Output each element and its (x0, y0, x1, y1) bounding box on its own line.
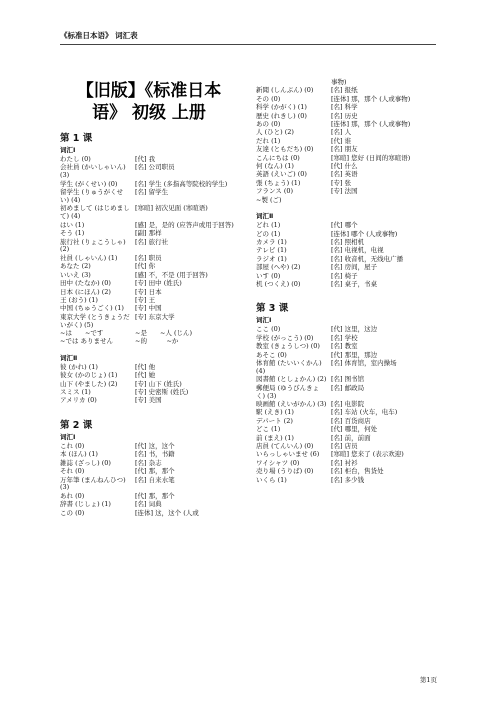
vocab-meaning: [名] 教室 (331, 342, 358, 351)
vocab-word: 英語 (えいご) (0) (256, 170, 307, 179)
vocab-word: ~製 (ご) (256, 195, 282, 204)
vocab-meaning: [专] 中国 (135, 304, 162, 313)
left-column (60, 79, 238, 518)
vocab-word: 旅行社 (りょこうしゃ) (2) (60, 237, 126, 254)
vocab-entry (60, 477, 238, 493)
vocab-word: 歴史 (れきし) (0) (256, 111, 307, 120)
vocab-meaning: [专] 张 (331, 178, 352, 187)
vocab-word: いらっしゃいませ (6) (256, 450, 320, 459)
book-title: 【旧版】《标准日本语》 初级 上册 (76, 81, 222, 123)
vocab-meaning: [代] 那，那个 (135, 467, 175, 476)
vocab-word: いくら (1) (256, 475, 287, 484)
vocab-meaning: [名] 图书馆 (331, 375, 365, 384)
vocab-meaning: [连体] 哪个 (人或事物) (331, 229, 398, 238)
vocab-word: ~では ありません (60, 337, 114, 346)
vocab-meaning: 事物) (331, 78, 347, 86)
vocab-word: 社員 (しゃいん) (1) (60, 253, 118, 262)
vocab-word: 学校 (がっこう) (0) (256, 333, 314, 342)
vocab-meaning: [寒暄] 您来了 (表示欢迎) (331, 450, 404, 459)
vocab-entry (256, 426, 434, 434)
vocab-word: 彼女 (かのじょ) (1) (60, 371, 118, 380)
vocab-meaning: [名] 留学生 (135, 188, 169, 197)
vocab-entry (256, 188, 434, 196)
vocab-entry (256, 385, 434, 401)
vocab-meaning: [名] 科学 (331, 103, 358, 112)
vocab-entry (256, 360, 434, 376)
vocab-entry (60, 501, 238, 509)
vocab-word: 人 (ひと) (2) (256, 128, 294, 137)
vocab-meaning: [名] 人 (331, 128, 352, 137)
vocab-word: 新聞 (しんぶん) (0) (256, 86, 314, 95)
vocab-word: 学生 (がくせい) (0) (60, 179, 118, 188)
vocab-entry (60, 468, 238, 476)
vocab-entry (256, 468, 434, 476)
vocab-meaning: [名] 报纸 (331, 86, 358, 95)
vocab-meaning: [感] 不，不是 (用于回答) (135, 270, 208, 279)
vocab-word: 雑誌 (ざっし) (0) (60, 458, 111, 467)
vocab-entry (60, 205, 238, 221)
vocab-word: 図書館 (としょかん) (2) (256, 375, 327, 384)
vocab-word: あの (0) (256, 120, 281, 129)
vocab-meaning: [名] 照相机 (331, 237, 365, 246)
vocab-meaning: [名] 书，书籍 (135, 450, 175, 459)
vocab-meaning: [名] 收音机，无线电广播 (331, 254, 404, 263)
spacer (60, 406, 238, 420)
vocab-meaning: [连体] 那，那个 (人或事物) (331, 94, 411, 103)
vocab-group-label: 词汇Ⅰ (60, 146, 76, 154)
vocab-meaning: [代] 那，那个 (135, 491, 175, 500)
vocab-meaning: [代] 这，这个 (135, 441, 175, 450)
vocab-word: 映画館 (えいがかん) (3) (256, 400, 327, 408)
vocab-entry (256, 197, 434, 205)
vocab-entry (256, 146, 434, 154)
vocab-meaning: [名] 自来水笔 (135, 475, 175, 484)
vocab-meaning: [专] 王 (135, 295, 156, 304)
vocab-word: 駅 (えき) (1) (256, 408, 294, 417)
vocab-word: その (0) (256, 94, 281, 103)
vocab-meaning: ~是 ~人 (じん) (135, 329, 193, 338)
vocab-word: わたし (0) (60, 155, 91, 163)
vocab-meaning: [名] 桌子，书桌 (331, 279, 378, 288)
vocab-meaning: [名] 椅子 (331, 271, 358, 280)
vocab-meaning: [名] 职员 (135, 253, 162, 262)
vocab-entry (256, 222, 434, 230)
vocab-word: 本 (ほん) (1) (60, 450, 98, 459)
vocab-meaning: [名] 学校 (331, 333, 358, 342)
vocab-word: 留学生 (りゅうがくせい) (4) (60, 188, 124, 205)
vocab-meaning: [代] 那里，那边 (331, 350, 378, 359)
vocab-meaning: [寒暄] 您好 (日间的寒暄语) (331, 153, 411, 162)
vocab-meaning: [寒暄] 初次见面 (寒暄语) (135, 204, 208, 213)
vocab-meaning: [专] 法国 (331, 187, 358, 196)
vocab-entry (256, 281, 434, 289)
spacer (256, 289, 434, 303)
vocab-word: ワイシャツ (0) (256, 458, 300, 467)
vocab-meaning: [专] 山下 (姓氏) (135, 379, 182, 388)
vocab-word: こんにちは (0) (256, 153, 300, 162)
vocab-word: これ (0) (60, 441, 85, 450)
vocab-meaning: [名] 前，前面 (331, 433, 371, 442)
vocab-meaning: [专] 史密斯 (姓氏) (135, 388, 189, 397)
vocab-meaning: [专] 美国 (135, 396, 162, 405)
vocab-word: 店員 (てんいん) (0) (256, 442, 314, 451)
vocab-meaning: [名] 房间，屋子 (331, 263, 378, 272)
vocab-word: デパート (2) (256, 416, 293, 425)
vocab-word: 前 (まえ) (1) (256, 433, 294, 442)
vocab-word: あれ (0) (60, 491, 85, 500)
vocab-word: 張 (ちょう) (1) (256, 178, 301, 187)
vocab-word: 王 (おう) (1) (60, 295, 98, 304)
vocab-entry (60, 164, 238, 180)
vocab-word: 会社員 (かいしゃいん) (3) (60, 163, 126, 180)
vocab-meaning: [名] 电影院 (331, 400, 365, 408)
vocab-word: いいえ (3) (60, 270, 91, 279)
vocab-word: そう (1) (60, 229, 85, 238)
vocab-word: テレビ (1) (256, 246, 287, 255)
lesson-heading: 第 1 课 (60, 133, 93, 144)
vocab-word: どれ (1) (256, 221, 281, 230)
vocab-entry (256, 376, 434, 384)
vocab-entry (256, 343, 434, 351)
vocab-word: 彼 (かれ) (1) (60, 362, 98, 371)
vocab-word: あなた (2) (60, 262, 91, 271)
vocab-meaning: [名] 词典 (135, 500, 162, 509)
vocab-word: ~は ~です (60, 329, 104, 338)
vocab-meaning: [名] 公司职员 (135, 163, 175, 172)
spacer (60, 347, 238, 353)
vocab-meaning: [代] 哪里，何处 (331, 425, 378, 434)
vocab-group-label: 词汇Ⅱ (256, 212, 274, 221)
vocab-entry (256, 477, 434, 485)
vocab-meaning: [代] 什么 (331, 162, 358, 171)
vocab-entry (256, 104, 434, 112)
vocab-meaning: [名] 百货商店 (331, 416, 371, 425)
running-header: 《标准日本语》 词汇表 (60, 30, 436, 45)
vocab-word: 教室 (きょうしつ) (0) (256, 342, 320, 351)
vocab-meaning: [名] 体育馆，室内操场 (331, 358, 397, 367)
vocab-entry (60, 230, 238, 238)
vocab-meaning: [名] 学生 (多指高等院校的学生) (135, 179, 228, 188)
vocab-meaning: [名] 旅行社 (135, 237, 169, 246)
vocab-meaning: [专] 东京大学 (135, 312, 175, 321)
vocab-word: 体育館 (たいいくかん) (4) (256, 358, 322, 375)
vocab-entry (60, 239, 238, 255)
vocab-group-label: 词汇Ⅱ (60, 353, 78, 362)
vocab-meaning: [代] 她 (135, 371, 156, 380)
vocab-word: 辞書 (じしょ) (1) (60, 500, 111, 509)
vocab-word: 科学 (かがく) (1) (256, 103, 307, 112)
vocab-word: あそこ (0) (256, 350, 287, 359)
vocab-entry (256, 264, 434, 272)
vocab-word: 郵便局 (ゆうびんきょく) (3) (256, 383, 320, 400)
vocab-meaning: [名] 英语 (331, 170, 358, 179)
vocab-word: はい (1) (60, 220, 85, 229)
vocab-entry (60, 397, 238, 405)
vocab-meaning: [名] 店员 (331, 442, 358, 451)
vocab-word: ここ (0) (256, 325, 281, 334)
vocab-word: いす (0) (256, 271, 281, 280)
vocab-word: フランス (0) (256, 187, 294, 196)
vocab-word: ラジオ (1) (256, 254, 287, 263)
vocab-word: アメリカ (0) (60, 396, 97, 405)
vocab-meaning (331, 197, 434, 205)
vocab-meaning: [名] 朋友 (331, 145, 358, 154)
vocab-word: どこ (1) (256, 425, 281, 434)
vocab-meaning: [名] 车站 (火车，电车) (331, 408, 398, 417)
vocab-word: 机 (つくえ) (0) (256, 279, 301, 288)
vocab-entry (60, 314, 238, 330)
vocab-meaning: [代] 谁 (331, 136, 352, 145)
vocab-meaning: [代] 他 (135, 362, 156, 371)
vocab-entry (60, 338, 238, 346)
lesson-heading: 第 2 课 (60, 419, 93, 431)
vocab-meaning: [专] 日本 (135, 287, 162, 296)
vocab-word: 東京大学 (とうきょうだいがく) (5) (60, 312, 130, 329)
page-number: 第1页 (419, 676, 437, 684)
vocab-word: 中国 (ちゅうごく) (1) (60, 304, 124, 313)
vocab-meaning: [代] 哪个 (331, 221, 358, 230)
vocab-group-label: 词汇Ⅰ (256, 316, 272, 325)
vocab-word: 山下 (やました) (2) (60, 379, 118, 388)
vocab-meaning: ~的 ~か (135, 337, 179, 346)
vocab-word: 何 (なん) (1) (256, 162, 294, 171)
vocab-meaning: [代] 你 (135, 262, 156, 271)
vocab-meaning: [副] 那样 (135, 229, 162, 238)
vocab-entry (60, 451, 238, 459)
vocab-word: 万年筆 (まんねんひつ) (3) (60, 475, 126, 492)
vocab-word: 初めまして (はじめまして) (4) (60, 204, 130, 221)
spacer (256, 205, 434, 211)
vocab-meaning: [名] 邮政局 (331, 383, 365, 392)
vocab-meaning: [代] 这里，这边 (331, 325, 378, 334)
vocab-word: 部屋 (へや) (2) (256, 263, 301, 272)
vocab-meaning: [连体] 这，这个 (人或 (135, 508, 199, 517)
vocab-group-label: 词汇Ⅰ (60, 432, 76, 441)
vocab-meaning: [名] 衬衫 (331, 458, 358, 467)
vocab-word: どの (1) (256, 229, 281, 238)
vocab-word: だれ (1) (256, 136, 281, 145)
vocab-word: 売り場 (うりば) (0) (256, 467, 314, 476)
vocab-word: この (0) (60, 508, 85, 517)
vocab-meaning: [名] 历史 (331, 111, 358, 120)
vocab-entry (60, 510, 238, 518)
vocab-word: 日本 (にほん) (2) (60, 287, 111, 296)
vocab-entry (60, 263, 238, 271)
right-column (256, 79, 434, 485)
vocab-meaning: [感] 是，是的 (应答声或用于回答) (135, 220, 234, 229)
vocab-entry (60, 372, 238, 380)
vocab-meaning: [名] 电视机，电视 (331, 246, 384, 255)
vocab-meaning: [连体] 那，那个 (人或事物) (331, 120, 411, 129)
vocab-meaning: [名] 柜台，售货处 (331, 467, 384, 476)
vocab-meaning: [代] 我 (135, 155, 156, 163)
lesson-heading: 第 3 课 (256, 303, 289, 315)
vocab-word: それ (0) (60, 467, 85, 476)
vocab-meaning: [专] 田中 (姓氏) (135, 279, 182, 288)
vocab-meaning: [名] 杂志 (135, 458, 162, 467)
vocab-word: 友達 (ともだち) (0) (256, 145, 314, 154)
vocab-word: 田中 (たなか) (0) (60, 279, 111, 288)
vocab-word: スミス (1) (60, 388, 91, 397)
vocab-entry (60, 280, 238, 288)
vocab-word: カメラ (1) (256, 237, 287, 246)
vocab-meaning: [名] 多少钱 (331, 475, 365, 484)
vocab-entry (60, 189, 238, 205)
